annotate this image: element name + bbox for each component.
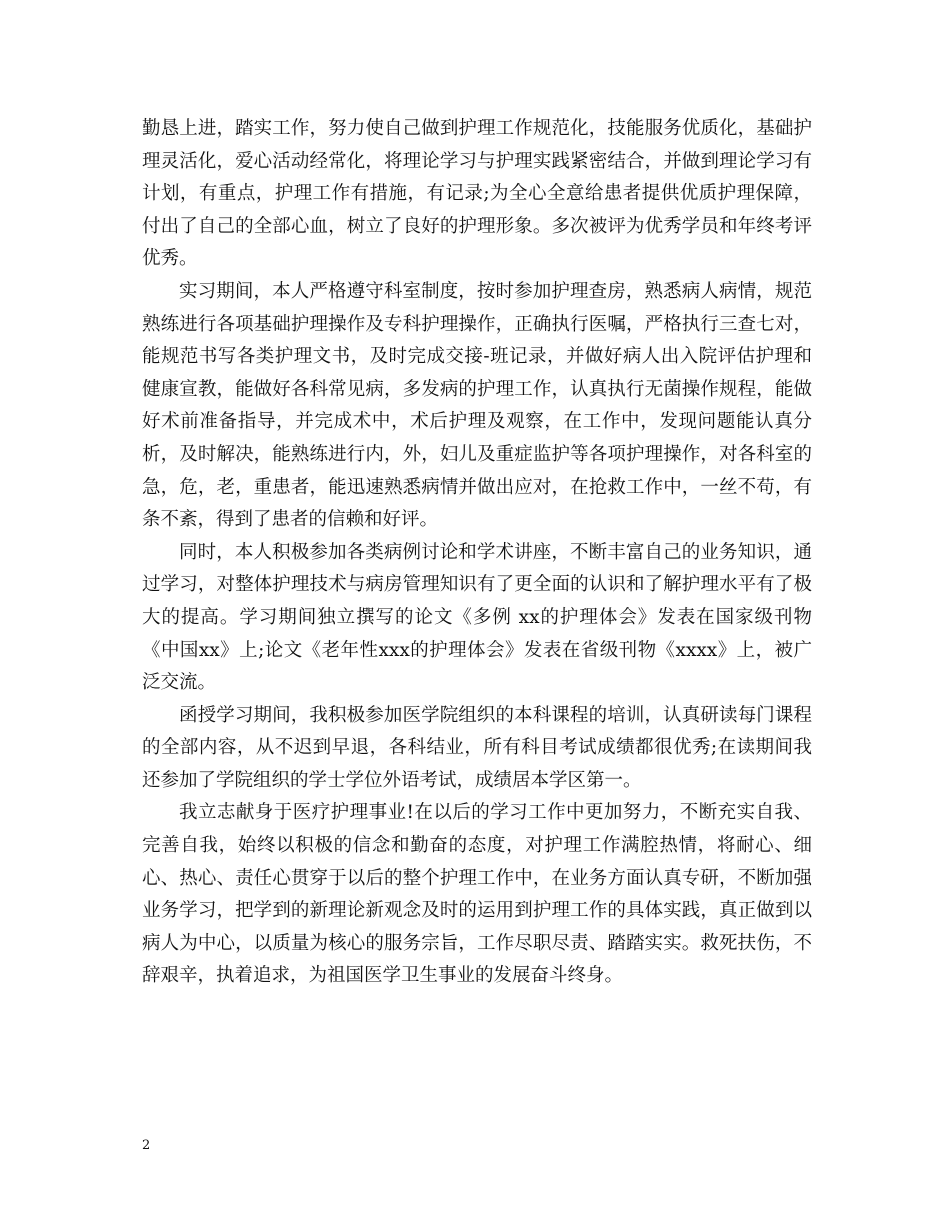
- page-number: 2: [142, 1138, 151, 1153]
- paragraph-4: 函授学习期间，我积极参加医学院组织的本科课程的培训，认真研读每门课程的全部内容，从不迟到早退，各科结业，所有科目考试成绩都很优秀;在读期间我还参加了学院组织的学士学位外语考试，成绩居本学区第一。: [142, 704, 812, 791]
- paragraph-2: 实习期间，本人严格遵守科室制度，按时参加护理查房，熟悉病人病情，规范熟练进行各项基础护理操作及专科护理操作，正确执行医嘱，严格执行三查七对，能规范书写各类护理文书，及时完成交接-班记录，并做好病人出入院评估护理和健康宣教，能做好各科常见病，多发病的护理工作，认真执行无菌操作规程，能做好术前准备指导，并完成术中，术后护理及观察，在工作中，发现问题能认真分析，及时解决，能熟练进行内，外，妇儿及重症监护等各项护理操作，对各科室的急，危，老，重患者，能迅速熟悉病情并做出应对，在抢救工作中，一丝不苟，有条不紊，得到了患者的信赖和好评。: [142, 280, 812, 531]
- paragraph-5: 我立志献身于医疗护理事业!在以后的学习工作中更加努力，不断充实自我、完善自我，始终以积极的信念和勤奋的态度，对护理工作满腔热情，将耐心、细心、热心、责任心贯穿于以后的整个护理工作中，在业务方面认真专研，不断加强业务学习，把学到的新理论新观念及时的运用到护理工作的具体实践，真正做到以病人为中心，以质量为核心的服务宗旨，工作尽职尽责、踏踏实实。救死扶伤，不辞艰辛，执着追求，为祖国医学卫生事业的发展奋斗终身。: [142, 802, 812, 987]
- paragraph-1: 勤恳上进，踏实工作，努力使自己做到护理工作规范化，技能服务优质化，基础护理灵活化，爱心活动经常化，将理论学习与护理实践紧密结合，并做到理论学习有计划，有重点，护理工作有措施，有记录;为全心全意给患者提供优质护理保障，付出了自己的全部心血，树立了良好的护理形象。多次被评为优秀学员和年终考评优秀。: [142, 118, 812, 270]
- document-body: [142, 113, 812, 993]
- paragraph-3: 同时，本人积极参加各类病例讨论和学术讲座，不断丰富自己的业务知识，通过学习，对整体护理技术与病房管理知识有了更全面的认识和了解护理水平有了极大的提高。学习期间独立撰写的论文《多例 xx的护理体会》发表在国家级刊物《中国xx》上;论文《老年性xxx的护理体会》发表在省级刊物《xxxx》上，被广泛交流。: [142, 541, 812, 694]
